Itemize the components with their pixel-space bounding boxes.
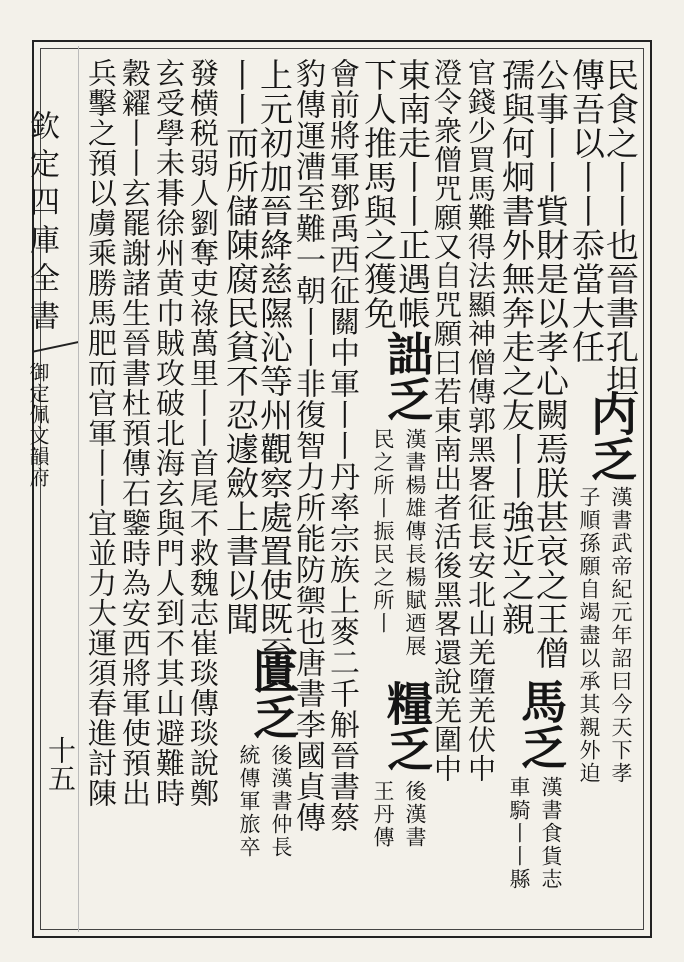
note-liang-b: 王丹傳 bbox=[371, 780, 395, 849]
text-column: 傳吾以丨丨忝當大任 bbox=[567, 58, 606, 364]
text-column: 公事丨丨貲財是以孝心闕焉朕甚哀之王僧 bbox=[531, 58, 570, 670]
note-nei-a: 漢書武帝紀元年詔曰今天下孝 bbox=[609, 486, 633, 785]
text-column: 孺與何炯書外無奔走之友丨丨強近之親 bbox=[497, 58, 536, 636]
heading-ma-fa: 馬乏 bbox=[514, 678, 568, 770]
text-column: 玄受學未朞徐州黄巾賊攻破北海玄與門人到不其山避難時 bbox=[152, 58, 186, 808]
note-ma-b: 車騎丨丨縣 bbox=[507, 776, 531, 891]
text-column: 官錢少買馬難得法顯神僧傳郭黑畧征長安北山羌墮羌伏中 bbox=[464, 58, 497, 783]
book-title: 欽定四庫全書 bbox=[24, 110, 59, 338]
note-chu-b: 民之所丨振民之所丨 bbox=[371, 428, 395, 635]
text-column: 兵擊之預以虜乘勝馬肥而官軍丨丨宜並力大運須春進討陳 bbox=[84, 58, 118, 808]
heading-kui-fa: 匱乏 bbox=[246, 648, 300, 740]
heading-qu-fa: 詘乏 bbox=[380, 330, 434, 422]
gutter-divider bbox=[78, 46, 79, 932]
book-subtitle: 御定佩文韻府 bbox=[26, 362, 50, 488]
text-column: 東南走丨丨正遇帳 bbox=[393, 58, 432, 330]
note-nei-b: 子順孫願自竭盡以承其親外迫 bbox=[577, 486, 601, 785]
text-column: 澄令衆僧咒願又自咒願曰若東南出者活後黑畧還說羌圍中 bbox=[430, 58, 463, 783]
text-column: 下人推馬與之獲免 bbox=[359, 58, 398, 330]
gutter bbox=[0, 46, 78, 932]
note-ma-a: 漢書食貨志 bbox=[539, 776, 563, 891]
page-number: 十五 bbox=[44, 736, 77, 792]
note-liang-a: 後漢書 bbox=[403, 780, 427, 849]
text-column: 豹傳運漕至難一朝丨丨非復智力所能防禦也唐書李國貞傳 bbox=[290, 58, 325, 833]
heading-liang-fa: 糧乏 bbox=[380, 680, 434, 772]
text-column: 發横税弱人劉奪吏祿萬里丨丨首尾不救魏志崔琰傳琰說鄭 bbox=[186, 58, 220, 808]
heading-nei-fa: 内乏 bbox=[584, 390, 638, 482]
note-kui-a: 後漢書仲長 bbox=[269, 744, 293, 859]
text-column: 丨丨而所儲陳腐民貧不忍遽斂上書以聞 bbox=[221, 58, 260, 636]
note-kui-b: 統傳軍旅卒 bbox=[237, 744, 261, 859]
text-column: 上元初加晉絳慈隰沁等州觀察處置使既至 bbox=[255, 58, 294, 670]
text-column: 會前將軍鄧禹西征關中軍丨丨丹率宗族上麥二千斛晉書蔡 bbox=[324, 58, 359, 833]
note-chu-a: 漢書楊雄傳長楊賦迺展 bbox=[403, 428, 427, 658]
text-column: 穀糴丨丨玄罷謝諸生晉書杜預傳石鑒時為安西將軍使預出 bbox=[118, 58, 152, 808]
text-column: 民食之丨丨也晉書孔坦 bbox=[601, 58, 640, 398]
